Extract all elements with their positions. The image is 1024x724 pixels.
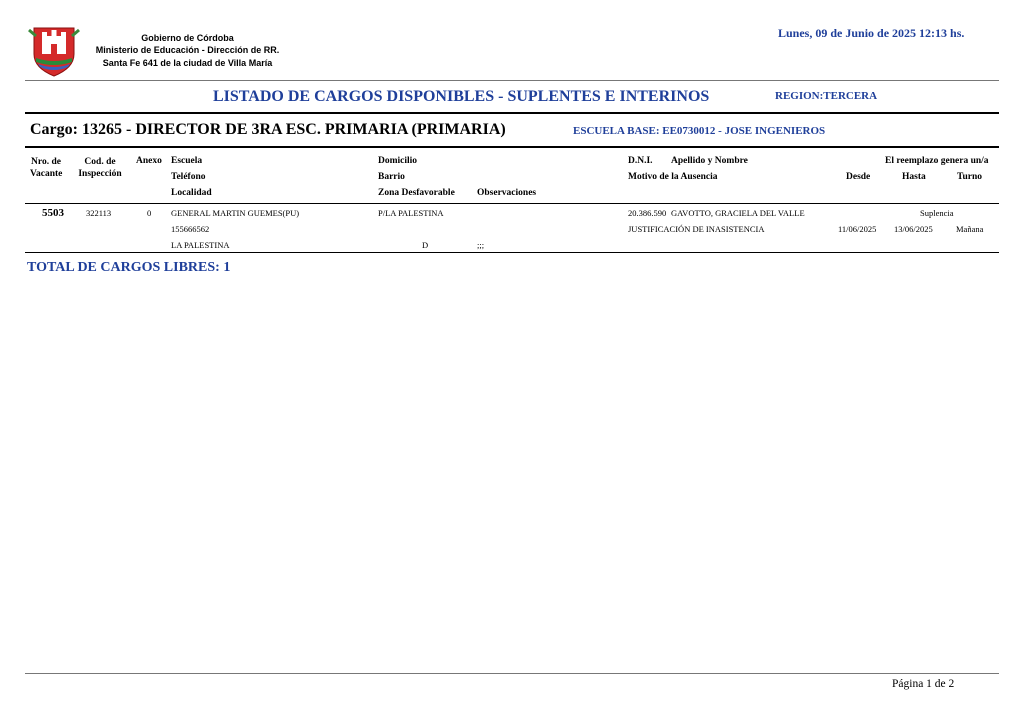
row-nro-vacante: 5503 [42,207,64,219]
row-anexo: 0 [147,208,152,218]
cargo-title: Cargo: 13265 - DIRECTOR DE 3RA ESC. PRIMARIA (PRIMARIA) [30,121,506,138]
org-ministry: Ministerio de Educación - Dirección de RR. [95,44,280,55]
org-name: Gobierno de Córdoba [141,33,234,43]
col-hasta: Hasta [902,172,926,182]
region-label: REGION:TERCERA [775,90,878,102]
col-localidad: Localidad [171,188,212,198]
col-desde: Desde [846,172,871,182]
divider [25,203,999,204]
row-observaciones: ;;; [477,240,485,250]
col-motivo: Motivo de la Ausencia [628,172,718,182]
col-escuela: Escuela [171,156,203,166]
divider [25,252,999,253]
footer-divider [25,673,999,674]
divider [25,146,999,148]
page-title: LISTADO DE CARGOS DISPONIBLES - SUPLENTES E INTERINOS [213,88,710,105]
col-anexo: Anexo [136,156,162,166]
col-barrio: Barrio [378,172,405,182]
page-number: Página 1 de 2 [892,678,955,690]
col-reemplazo: El reemplazo genera un/a [885,156,989,166]
col-domicilio: Domicilio [378,156,418,166]
escuela-base: ESCUELA BASE: EE0730012 - JOSE INGENIEROS [573,125,826,137]
col-cod-inspeccion: Cod. de Inspección [78,157,122,179]
total-cargos: TOTAL DE CARGOS LIBRES: 1 [27,260,231,275]
org-address: Santa Fe 641 de la ciudad de Villa María [102,58,273,68]
row-cod-inspeccion: 322113 [86,208,112,218]
col-turno: Turno [957,172,982,182]
col-zona: Zona Desfavorable [378,188,455,198]
divider [25,112,999,114]
row-telefono: 155666562 [171,224,210,234]
row-apellido-nombre: GAVOTTO, GRACIELA DEL VALLE [671,208,805,218]
row-escuela: GENERAL MARTIN GUEMES(PU) [171,208,300,218]
col-telefono: Teléfono [171,172,206,182]
row-hasta: 13/06/2025 [894,224,933,234]
row-dni: 20.386.590 [628,208,667,218]
row-localidad: LA PALESTINA [171,240,230,250]
row-zona: D [422,240,429,250]
row-desde: 11/06/2025 [838,224,877,234]
row-motivo: JUSTIFICACIÓN DE INASISTENCIA [628,224,765,234]
row-reemplazo: Suplencia [920,208,954,218]
row-turno: Mañana [956,224,984,234]
col-observaciones: Observaciones [477,188,537,198]
divider [25,80,999,81]
col-apellido-nombre: Apellido y Nombre [671,156,748,166]
col-nro-vacante: Nro. de Vacante [30,157,63,179]
cordoba-coat-of-arms-icon [28,24,80,78]
report-date: Lunes, 09 de Junio de 2025 12:13 hs. [778,26,965,40]
row-domicilio: P/LA PALESTINA [378,208,444,218]
col-dni: D.N.I. [628,156,653,166]
